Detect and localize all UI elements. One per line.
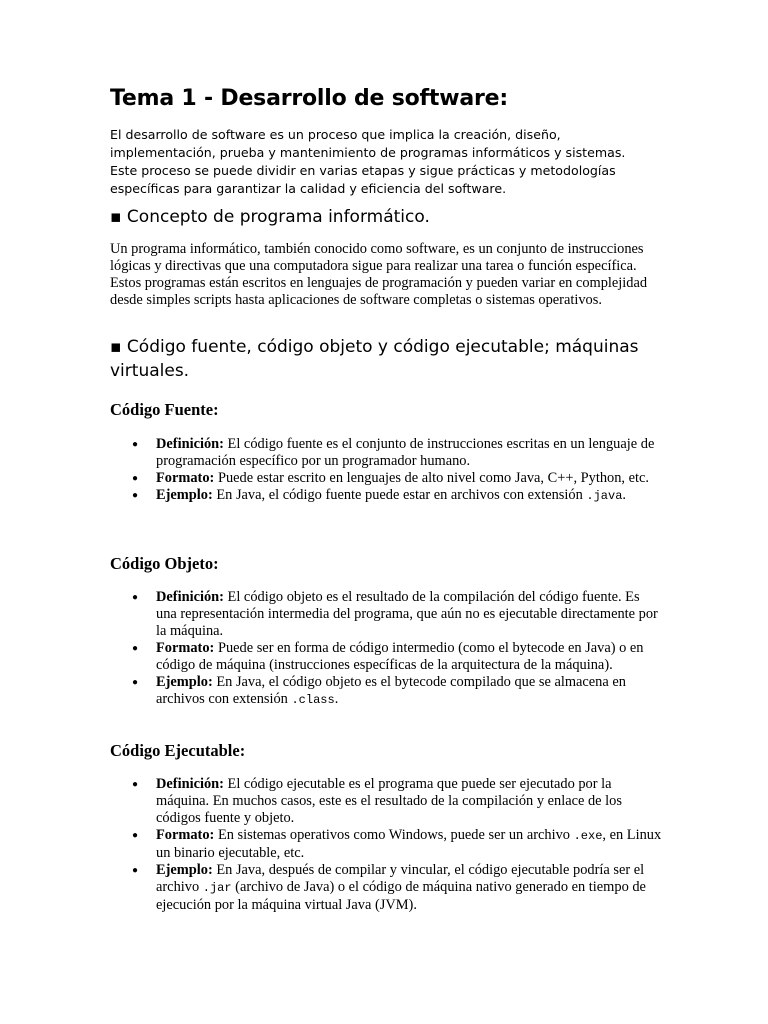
list-codigo-fuente: [132, 436, 662, 505]
list-item: [132, 776, 662, 827]
item-label: Definición:: [156, 436, 224, 452]
list-item: [132, 640, 662, 674]
section-body-concepto: Un programa informático, también conocido como software, es un conjunto de instrucciones lógicas y directivas que una computadora sigue para realizar una tarea o función específica. Estos programas están escritos en lenguajes de programación y pueden variar en complejidad desde simples scripts hasta aplicaciones de software completas o sistemas operativos.: [110, 241, 648, 308]
bullet-icon: ●: [132, 490, 139, 501]
list-item: [132, 470, 662, 487]
item-text: En sistemas operativos como Windows, puede ser un archivo: [214, 827, 574, 843]
item-text: En Java, después de compilar y vincular, el código ejecutable podría ser el archivo: [156, 862, 645, 895]
item-label: Ejemplo:: [156, 487, 213, 503]
file-extension: .class: [291, 693, 335, 707]
item-text-after: (archivo de Java) o el código de máquina nativo generado en tiempo de ejecución por la máquina virtual Java (JVM).: [156, 879, 646, 913]
section-heading-concepto: ▪ Concepto de programa informático.: [110, 207, 430, 227]
bullet-icon: ●: [132, 439, 139, 450]
list-codigo-ejecutable: [132, 776, 662, 914]
list-item: [132, 589, 662, 640]
item-label: Formato:: [156, 640, 215, 656]
item-text: Puede ser en forma de código intermedio (como el bytecode en Java) o en código de máquina (instrucciones específicas de la arquitectura de la máquina).: [156, 640, 644, 673]
subheading-codigo-ejecutable: Código Ejecutable:: [110, 741, 246, 760]
item-text: Puede estar escrito en lenguajes de alto nivel como Java, C++, Python, etc.: [214, 470, 649, 486]
file-extension: .jar: [202, 881, 232, 895]
item-text: El código ejecutable es el programa que puede ser ejecutado por la máquina. En muchos casos, este es el resultado de la compilación y enlace de los códigos fuente y objeto.: [156, 776, 622, 826]
subheading-codigo-objeto: Código Objeto:: [110, 554, 219, 573]
list-item: [132, 487, 662, 505]
file-extension: .java: [586, 489, 623, 503]
bullet-icon: ●: [132, 830, 139, 841]
item-text-after: .: [622, 487, 627, 503]
item-label: Formato:: [156, 827, 215, 843]
bullet-icon: ●: [132, 643, 139, 654]
list-item: [132, 862, 662, 914]
item-label: Definición:: [156, 776, 224, 792]
list-item: [132, 436, 662, 470]
bullet-icon: ●: [132, 592, 139, 603]
page-title: Tema 1 - Desarrollo de software:: [110, 86, 508, 111]
bullet-icon: ●: [132, 473, 139, 484]
item-text: En Java, el código objeto es el bytecode compilado que se almacena en archivos con extensión: [156, 674, 626, 707]
item-text: El código fuente es el conjunto de instrucciones escritas en un lenguaje de programación específico por un programador humano.: [156, 436, 655, 469]
item-text: En Java, el código fuente puede estar en archivos con extensión: [212, 487, 587, 503]
bullet-icon: ●: [132, 865, 139, 876]
subheading-codigo-fuente: Código Fuente:: [110, 400, 219, 419]
list-codigo-objeto: [132, 589, 662, 709]
item-text-after: , en Linux un binario ejecutable, etc.: [156, 827, 662, 861]
file-extension: .exe: [573, 829, 603, 843]
list-item: [132, 827, 662, 862]
item-text-after: .: [334, 691, 339, 707]
list-item: [132, 674, 662, 709]
item-label: Ejemplo:: [156, 862, 213, 878]
item-text: El código objeto es el resultado de la compilación del código fuente. Es una representación intermedia del programa, que aún no es ejecutable directamente por la máquina.: [156, 589, 658, 639]
bullet-icon: ●: [132, 779, 139, 790]
intro-paragraph: El desarrollo de software es un proceso que implica la creación, diseño, implementación, prueba y mantenimiento de programas informáticos y sistemas. Este proceso se puede dividir en varias etapas y sigue prácticas y metodologías específicas para garantizar la calidad y eficiencia del software.: [110, 127, 626, 196]
item-label: Ejemplo:: [156, 674, 213, 690]
bullet-icon: ●: [132, 677, 139, 688]
item-label: Formato:: [156, 470, 215, 486]
item-label: Definición:: [156, 589, 224, 605]
section-heading-codigos: ▪ Código fuente, código objeto y código ejecutable; máquinas virtuales.: [110, 337, 639, 381]
